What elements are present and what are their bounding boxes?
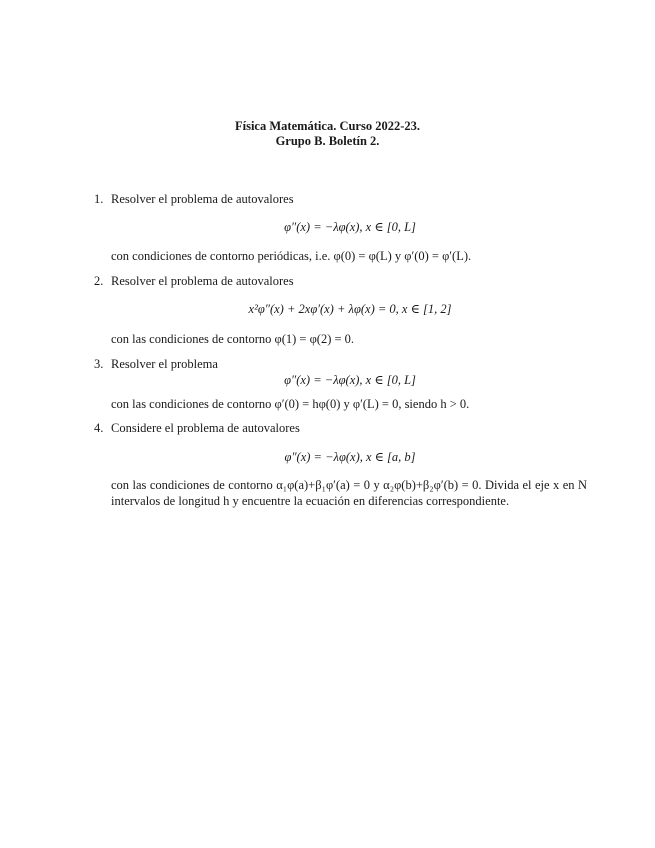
problem-1-conditions: con condiciones de contorno periódicas, i.e. φ(0) = φ(L) y φ′(0) = φ′(L).	[111, 249, 472, 263]
problem-2-number: 2.	[94, 274, 104, 288]
problem-2-equation: x²φ″(x) + 2xφ′(x) + λφ(x) = 0, x ∈ [1, 2]	[248, 302, 452, 316]
problem-3-number: 3.	[94, 357, 104, 371]
problem-2-conditions: con las condiciones de contorno φ(1) = φ(2) = 0.	[111, 332, 355, 346]
problem-1-number: 1.	[94, 192, 104, 206]
problem-1-equation: φ″(x) = −λφ(x), x ∈ [0, L]	[284, 220, 416, 234]
document-title: Física Matemática. Curso 2022-23.	[234, 119, 421, 133]
problem-4-equation: φ″(x) = −λφ(x), x ∈ [a, b]	[284, 450, 416, 464]
problem-2-statement: Resolver el problema de autovalores	[111, 274, 294, 288]
problem-4-conditions: con las condiciones de contorno α₁φ(a)+β₁φ′(a) = 0 y α₂φ(b)+β₂φ′(b) = 0. Divida el eje x en N intervalos de longitud h y encuentre la ecuación en diferencias correspondiente.	[111, 478, 587, 508]
document-subtitle: Grupo B. Boletín 2.	[275, 134, 380, 148]
problem-3-equation: φ″(x) = −λφ(x), x ∈ [0, L]	[284, 373, 416, 387]
problem-4-statement: Considere el problema de autovalores	[111, 421, 300, 435]
problem-1-statement: Resolver el problema de autovalores	[111, 192, 294, 206]
problem-3-statement: Resolver el problema	[111, 357, 218, 371]
problem-3-conditions: con las condiciones de contorno φ′(0) = hφ(0) y φ′(L) = 0, siendo h > 0.	[111, 397, 470, 411]
problem-4-number: 4.	[94, 421, 104, 435]
